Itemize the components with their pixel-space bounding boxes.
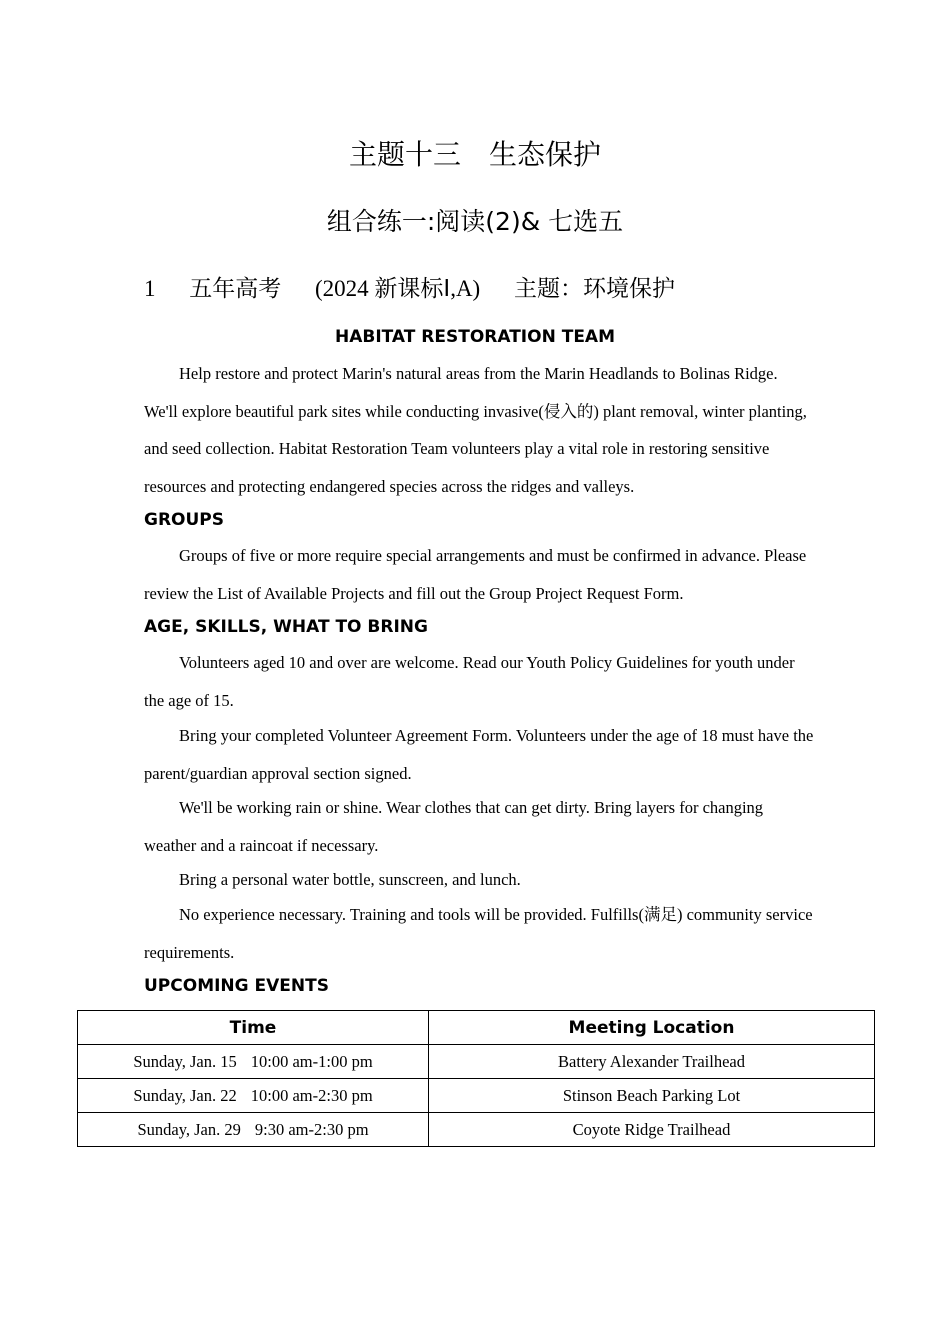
table-row [78, 1113, 875, 1147]
groups-paragraph: Groups of five or more require special arrangements and must be confirmed in advance. Please review the List of Available Projects and fill out the Group Project Request Form. [144, 546, 807, 603]
intro-paragraph: Help restore and protect Marin's natural areas from the Marin Headlands to Bolinas Ridge. We'll explore beautiful park sites while conducting invasive(侵入的) plant removal, winter planting, and seed collection. Habitat Restoration Team volunteers play a vital role in restoring sensitive resources and protecting endangered species across the ridges and valleys. [144, 364, 807, 496]
groups-heading: GROUPS [144, 510, 225, 530]
age-paragraph-2: Bring your completed Volunteer Agreement Form. Volunteers under the age of 18 must have the parent/guardian approval section signed. [144, 726, 814, 783]
column-header-location: Meeting Location [429, 1011, 875, 1045]
age-paragraph-4: Bring a personal water bottle, sunscreen, and lunch. [179, 870, 521, 889]
section-source: (2024 新课标Ⅰ,A) [315, 276, 481, 301]
age-paragraph-5: No experience necessary. Training and tools will be provided. Fulfills(满足) community service requirements. [144, 905, 813, 962]
event-time: 10:00 am-2:30 pm [250, 1085, 373, 1105]
table-row [78, 1045, 875, 1079]
events-heading: UPCOMING EVENTS [144, 976, 329, 996]
page-title: 主题十三 生态保护 [348, 138, 601, 171]
location-cell: Battery Alexander Trailhead [429, 1045, 875, 1079]
time-cell [78, 1079, 429, 1113]
age-heading: AGE, SKILLS, WHAT TO BRING [144, 617, 428, 637]
section-theme: 主题：环境保护 [513, 276, 675, 302]
events-table [77, 1010, 874, 1147]
time-cell [78, 1113, 429, 1147]
time-cell [78, 1045, 429, 1079]
table-row [78, 1079, 875, 1113]
event-date: Sunday, Jan. 15 [133, 1051, 237, 1071]
age-paragraph-1: Volunteers aged 10 and over are welcome. Read our Youth Policy Guidelines for youth under the age of 15. [144, 653, 795, 710]
page-subtitle: 组合练一:阅读(2)& 七选五 [326, 207, 624, 236]
event-date: Sunday, Jan. 29 [137, 1119, 241, 1139]
table-header-row [78, 1011, 875, 1045]
event-time: 9:30 am-2:30 pm [254, 1119, 369, 1139]
age-paragraph-3: We'll be working rain or shine. Wear clothes that can get dirty. Bring layers for changing weather and a raincoat if necessary. [144, 798, 764, 855]
column-header-time: Time [78, 1011, 429, 1045]
event-date: Sunday, Jan. 22 [133, 1085, 237, 1105]
event-time: 10:00 am-1:00 pm [250, 1051, 373, 1071]
section-header [144, 270, 675, 303]
article-title: HABITAT RESTORATION TEAM [334, 327, 616, 347]
location-cell: Stinson Beach Parking Lot [429, 1079, 875, 1113]
location-cell: Coyote Ridge Trailhead [429, 1113, 875, 1147]
section-label: 五年高考 [189, 276, 282, 302]
section-number: 1 [144, 276, 156, 301]
